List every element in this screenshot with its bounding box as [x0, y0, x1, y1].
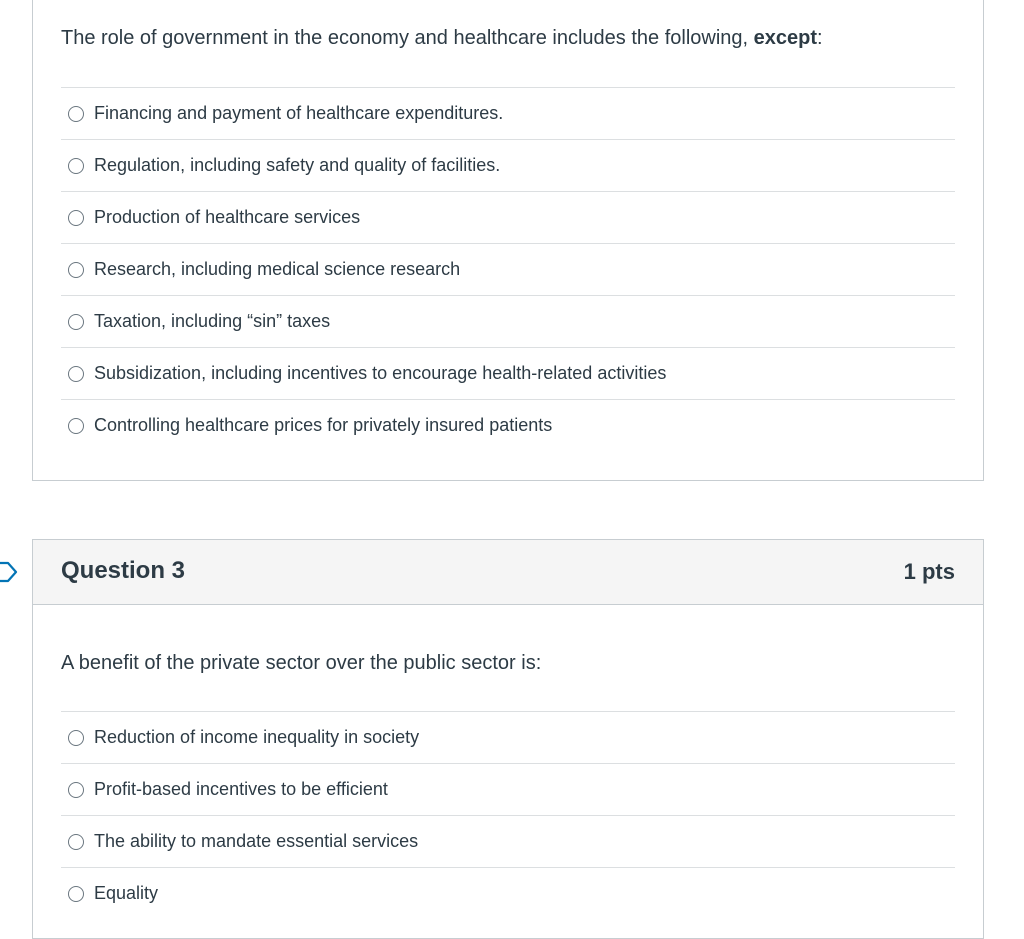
answer-label[interactable]: Taxation, including “sin” taxes — [94, 311, 331, 331]
radio-button[interactable] — [68, 730, 84, 746]
answer-label[interactable]: Research, including medical science research — [94, 259, 461, 279]
radio-button[interactable] — [68, 418, 84, 434]
radio-button[interactable] — [68, 106, 84, 122]
radio-button[interactable] — [68, 834, 84, 850]
answer-label[interactable]: The ability to mandate essential services — [94, 831, 419, 851]
answer-label[interactable]: Subsidization, including incentives to encourage health-related activities — [94, 363, 667, 383]
question-2-panel — [32, 0, 984, 481]
radio-button[interactable] — [68, 314, 84, 330]
answer-option[interactable] — [61, 399, 955, 451]
answer-option[interactable] — [61, 763, 955, 815]
radio-button[interactable] — [68, 210, 84, 226]
question-2-prompt-end: : — [817, 27, 823, 49]
question-3-body — [33, 605, 983, 919]
answer-label[interactable]: Production of healthcare services — [94, 207, 361, 227]
question-2-prompt — [61, 0, 955, 64]
answer-option[interactable] — [61, 867, 955, 919]
answer-label[interactable]: Reduction of income inequality in society — [94, 727, 420, 747]
question-points: 1 pts — [903, 559, 955, 584]
answer-option[interactable] — [61, 711, 955, 763]
radio-button[interactable] — [68, 158, 84, 174]
answer-option[interactable] — [61, 815, 955, 867]
radio-button[interactable] — [68, 262, 84, 278]
answer-label[interactable]: Regulation, including safety and quality of facilities. — [94, 155, 501, 175]
flag-pointer-icon[interactable] — [0, 560, 20, 584]
answer-label[interactable]: Financing and payment of healthcare expenditures. — [94, 103, 504, 123]
answer-option[interactable] — [61, 295, 955, 347]
answer-label[interactable]: Controlling healthcare prices for privately insured patients — [94, 415, 553, 435]
question-3-prompt: A benefit of the private sector over the public sector is: — [61, 652, 542, 674]
answer-label[interactable]: Equality — [94, 883, 159, 903]
answer-option[interactable] — [61, 87, 955, 139]
question-3-answers — [61, 711, 955, 919]
question-3-header — [33, 540, 983, 605]
question-title: Question 3 — [61, 557, 186, 584]
answer-option[interactable] — [61, 139, 955, 191]
answer-option[interactable] — [61, 191, 955, 243]
question-2-answers — [61, 87, 955, 451]
radio-button[interactable] — [68, 366, 84, 382]
answer-option[interactable] — [61, 347, 955, 399]
question-2-prompt-text: The role of government in the economy and healthcare includes the following, — [61, 27, 754, 49]
answer-option[interactable] — [61, 243, 955, 295]
radio-button[interactable] — [68, 782, 84, 798]
question-2-prompt-emphasis: except — [753, 27, 818, 49]
radio-button[interactable] — [68, 886, 84, 902]
question-3-panel — [32, 539, 984, 939]
question-2-body — [33, 0, 983, 451]
answer-label[interactable]: Profit-based incentives to be efficient — [94, 779, 388, 799]
